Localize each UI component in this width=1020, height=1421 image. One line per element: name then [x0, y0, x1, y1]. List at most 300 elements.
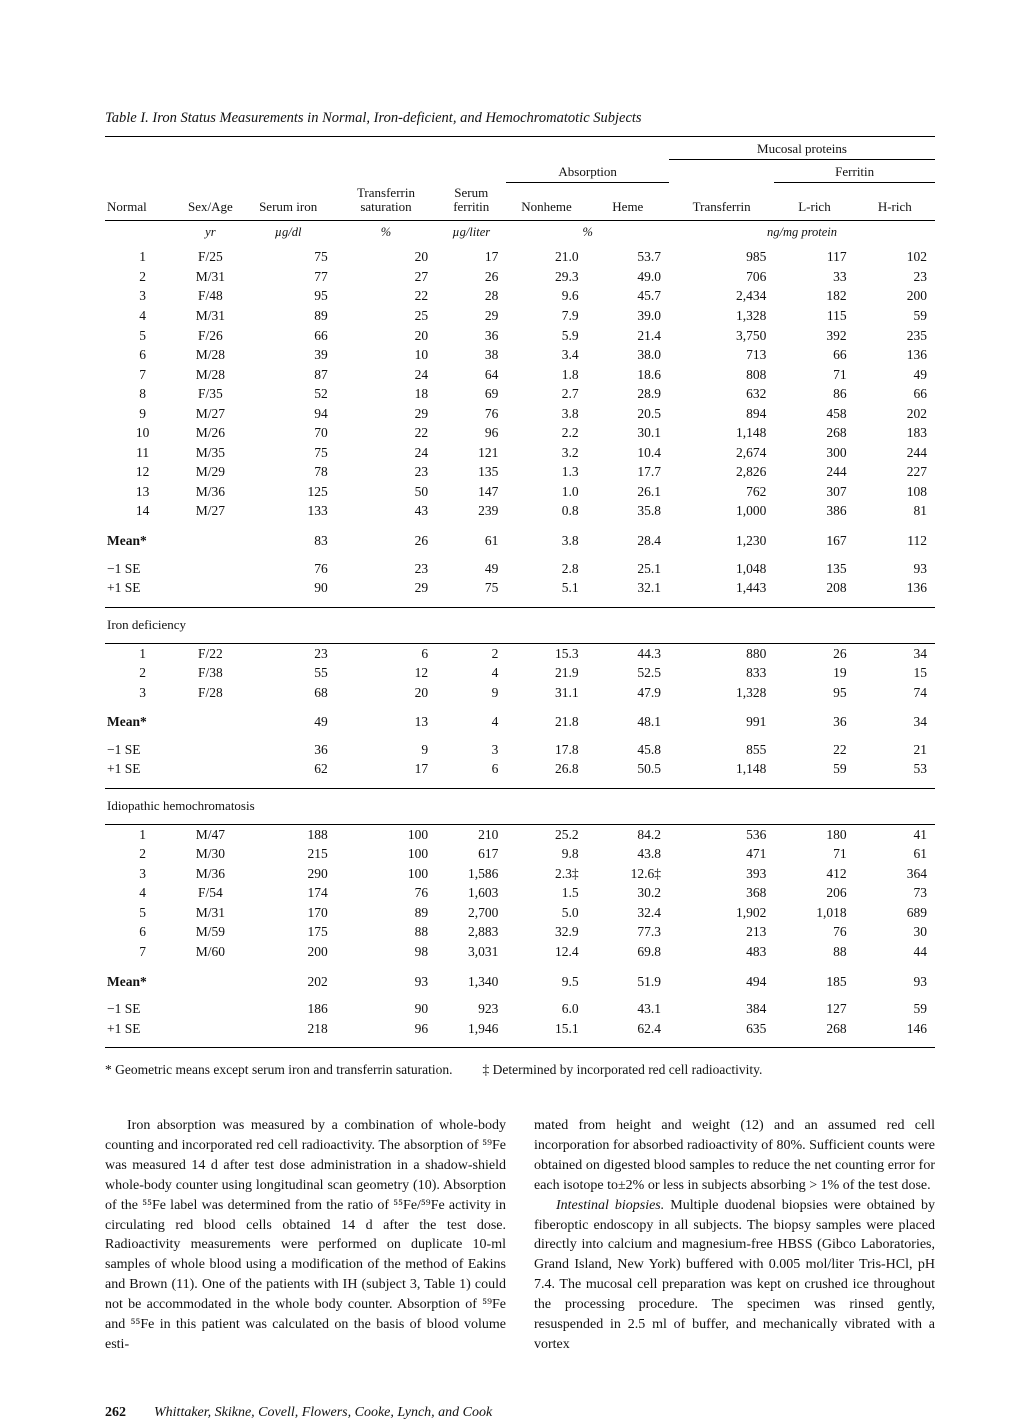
table-row [105, 551, 935, 579]
table-cell: 12.6‡ [630, 865, 661, 881]
body-text-right-column [534, 1116, 935, 1355]
table-cell: 471 [746, 846, 767, 862]
table-cell: 13 [414, 714, 429, 730]
paragraph-intestinal-biopsies [534, 1196, 935, 1355]
table-cell: M/36 [195, 865, 225, 881]
table-cell [180, 732, 240, 760]
table-cell: 689 [906, 904, 927, 920]
table-cell: 15 [913, 665, 927, 681]
table-row [105, 267, 935, 287]
table-cell: 36 [314, 741, 328, 757]
table-cell: 48.1 [637, 714, 661, 730]
table-cell: 136 [906, 347, 927, 363]
table-cell: +1 SE [107, 1020, 141, 1036]
table-cell: 808 [746, 366, 767, 382]
table-cell: 39.0 [637, 308, 661, 324]
table-cell: 95 [314, 288, 328, 304]
table-cell: −1 SE [107, 560, 141, 576]
table-cell: 100 [407, 865, 429, 881]
table-cell: 1.3 [561, 464, 579, 480]
table-cell: M/36 [195, 483, 225, 499]
table-cell: 66 [314, 327, 328, 343]
table-row [105, 521, 935, 551]
table-cell: 3.2 [561, 444, 579, 460]
table-cell: M/31 [195, 268, 225, 284]
table-cell: F/26 [197, 327, 223, 343]
column-header-normal: Normal [105, 183, 180, 221]
table-cell: 127 [826, 1001, 847, 1017]
section-label-row [105, 788, 935, 824]
column-header-transferrin-saturation: Transferrin saturation [336, 183, 436, 221]
table-cell: 17 [414, 761, 429, 777]
table-bottom-rule [105, 1048, 935, 1049]
column-header-serum-iron: Serum iron [240, 183, 335, 221]
table-cell: 894 [746, 405, 767, 421]
table-cell: 43 [414, 503, 429, 519]
table-cell: 1,586 [468, 865, 499, 881]
table-cell [180, 962, 240, 992]
table-cell: 188 [307, 826, 328, 842]
table-cell: 61 [484, 533, 499, 549]
table-cell: 6 [491, 761, 499, 777]
table-cell: 12.4 [555, 944, 579, 960]
table-cell: 2.2 [561, 425, 579, 441]
table-cell: 1.5 [561, 885, 579, 901]
column-header-sex-age: Sex/Age [180, 183, 240, 221]
table-cell: 206 [826, 885, 847, 901]
column-header-transferrin: Transferrin [669, 183, 774, 221]
table-cell: 7.9 [561, 308, 579, 324]
table-cell: 2.8 [561, 560, 579, 576]
table-cell: 5.9 [561, 327, 579, 343]
table-cell: 88 [414, 924, 429, 940]
table-cell: 12 [414, 665, 429, 681]
table-cell: 9.5 [561, 973, 579, 989]
table-cell: 21 [913, 741, 927, 757]
table-cell: 117 [826, 249, 847, 265]
table-cell: 64 [484, 366, 499, 382]
table-cell: 39 [314, 347, 328, 363]
table-cell: 1,328 [735, 684, 767, 700]
table-cell: 2,674 [735, 444, 767, 460]
table-cell: 14 [135, 503, 150, 519]
table-cell: 62 [314, 761, 328, 777]
table-cell: 68 [314, 684, 328, 700]
table-cell: 76 [414, 885, 429, 901]
table-cell: Mean* [107, 973, 147, 989]
table-row [105, 345, 935, 365]
table-cell: 2 [139, 268, 146, 284]
table-cell: 483 [746, 944, 767, 960]
section-label: Iron deficiency [105, 607, 935, 643]
table-cell: 10.4 [637, 444, 661, 460]
table-cell: M/28 [195, 347, 225, 363]
table-cell: −1 SE [107, 1001, 141, 1017]
table-cell: 185 [826, 973, 847, 989]
table-cell: 412 [826, 865, 847, 881]
table-cell: 186 [307, 1001, 328, 1017]
table-cell: 536 [746, 826, 767, 842]
table-cell: 32.9 [555, 924, 579, 940]
table-cell: +1 SE [107, 580, 141, 596]
paragraph-continuation: mated from height and weight (12) and an assumed red cell incorporation for absorbed radioactivity of 80%. Sufficient counts were obtained on digested blood samples to reduce the net counting error for each isotope to±2% or less in subjects absorbing > 1% of the test dose. [534, 1118, 935, 1193]
table-cell: 10 [414, 347, 429, 363]
table-row [105, 883, 935, 903]
table-cell: 1,230 [735, 533, 767, 549]
unit-saturation: % [380, 225, 392, 240]
table-cell: 1.8 [561, 366, 579, 382]
table-cell [180, 551, 240, 579]
table-cell: 24 [414, 444, 429, 460]
table-cell: 5 [139, 327, 146, 343]
table-cell: 25.1 [637, 560, 661, 576]
table-cell: 1,603 [468, 885, 499, 901]
table-cell: 200 [906, 288, 927, 304]
table-cell: 368 [746, 885, 767, 901]
table-cell: 89 [314, 308, 328, 324]
table-cell: 12 [135, 464, 150, 480]
table-row [105, 286, 935, 306]
table-row [105, 922, 935, 942]
table-cell: 2.7 [561, 386, 579, 402]
footnote-radioactivity: ‡ Determined by incorporated red cell radioactivity. [482, 1062, 763, 1078]
table-row [105, 824, 935, 844]
table-cell: F/28 [197, 684, 223, 700]
table-cell: 147 [478, 483, 499, 499]
table-cell: −1 SE [107, 741, 141, 757]
table-cell: 208 [826, 580, 847, 596]
table-cell: 35.8 [637, 503, 661, 519]
table-cell: 86 [833, 386, 847, 402]
table-cell: 210 [478, 826, 499, 842]
table-cell: 1 [139, 645, 146, 661]
table-cell: 71 [833, 846, 847, 862]
table-cell: 1 [139, 249, 146, 265]
column-header-row [105, 183, 935, 221]
table-row [105, 326, 935, 346]
group-header-row-2 [105, 160, 935, 183]
table-cell: 26.8 [555, 761, 579, 777]
table-cell: 20 [414, 684, 429, 700]
table-cell: 5.0 [561, 904, 579, 920]
table-cell: 20 [414, 327, 429, 343]
table-cell: 1,018 [816, 904, 847, 920]
table-cell: 307 [826, 483, 847, 499]
table-cell: 300 [826, 444, 847, 460]
table-cell: 9 [139, 405, 146, 421]
table-cell: 115 [826, 308, 847, 324]
column-group-absorption: Absorption [506, 160, 669, 183]
table-cell: 25.2 [555, 826, 579, 842]
table-cell: F/22 [197, 645, 223, 661]
table-cell: 393 [746, 865, 767, 881]
table-row [105, 962, 935, 992]
table-cell: 76 [484, 405, 499, 421]
table-row [105, 501, 935, 521]
table-cell: 87 [314, 366, 328, 382]
page-number: 262 [105, 1404, 126, 1420]
table-cell: 21.9 [555, 665, 579, 681]
table-cell: 69 [484, 386, 499, 402]
table-cell: 1.0 [561, 483, 579, 499]
table-cell: 43.8 [637, 846, 661, 862]
table-cell: 7 [139, 366, 146, 382]
paragraph-intestinal-text: Multiple duodenal biopsies were obtained by fiberoptic endoscopy in all subjects. The biopsy samples were placed directly into calcium and magnesium-free HBSS (Gibco Laboratories, Grand Island, New York) buffered with 0.005 mol/liter Tris-HCl, pH 7.4. The mucosal cell preparation was kept on crushed ice throughout the processing procedure. The specimen was rinsed gently, resuspended in 2.5 ml of buffer, and mechanically vibrated with a vortex [534, 1197, 935, 1352]
table-cell: 36 [484, 327, 499, 343]
table-cell: 244 [906, 444, 927, 460]
table-cell: 90 [314, 580, 328, 596]
table-cell: 2 [139, 665, 146, 681]
table-cell: M/47 [195, 826, 225, 842]
table-cell: 74 [913, 684, 927, 700]
table-cell: M/29 [195, 464, 225, 480]
table-cell: 290 [307, 865, 328, 881]
table-cell: M/35 [195, 444, 225, 460]
table-cell: 3 [139, 288, 146, 304]
table-cell: 96 [484, 425, 499, 441]
table-cell: F/54 [197, 885, 223, 901]
table-cell: 88 [833, 944, 847, 960]
group-header-row-1 [105, 137, 935, 160]
table-cell: 59 [913, 1001, 927, 1017]
table-cell: 26.1 [637, 483, 661, 499]
table-row [105, 365, 935, 385]
table-cell: 9 [421, 741, 429, 757]
table-cell: 1,148 [735, 425, 767, 441]
table-cell: 833 [746, 665, 767, 681]
table-cell [180, 991, 240, 1019]
table-row [105, 404, 935, 424]
table-cell: 62.4 [637, 1020, 661, 1036]
table-cell: 22 [833, 741, 847, 757]
table-cell: 6 [139, 347, 146, 363]
table-cell: 96 [414, 1020, 429, 1036]
table-cell: 5 [139, 904, 146, 920]
table-cell: 19 [833, 665, 847, 681]
table-cell: M/27 [195, 405, 225, 421]
table-cell [180, 578, 240, 607]
table-cell: 17.8 [555, 741, 579, 757]
table-cell: 364 [906, 865, 927, 881]
body-text [105, 1116, 935, 1355]
table-cell: 36 [833, 714, 847, 730]
table-cell: 2,883 [468, 924, 499, 940]
table-cell: 29.3 [555, 268, 579, 284]
column-group-ferritin: Ferritin [774, 160, 935, 183]
table-cell: M/60 [195, 944, 225, 960]
table-cell: 458 [826, 405, 847, 421]
table-cell: 384 [746, 1001, 767, 1017]
table-cell: 43.1 [637, 1001, 661, 1017]
table-cell: 268 [826, 1020, 847, 1036]
table-cell: 632 [746, 386, 767, 402]
table-cell: 6 [139, 924, 146, 940]
paragraph-iron-absorption: Iron absorption was measured by a combination of whole-body counting and incorporated red cell radioactivity. The absorption of ⁵⁹Fe was measured 14 d after test dose administration in a shadow-shield whole-body counter using longitudinal scan geometry (10). Absorption of the ⁵⁵Fe label was determined from the ratio of ⁵⁵Fe/⁵⁹Fe activity in circulating red blood cells obtained 14 d after the test dose. Radioactivity measurements were performed on duplicate 10-ml samples of whole blood using a modification of the method of Eakins and Brown (11). One of the patients with IH (subject 3, Table 1) could not be accommodated in the whole body counter. Absorption of ⁵⁹Fe and ⁵⁵Fe in this patient was calculated on the basis of blood volume esti- [105, 1118, 506, 1352]
table-cell: 76 [833, 924, 847, 940]
table-cell: 93 [414, 973, 429, 989]
units-row [105, 221, 935, 248]
table-cell: 38 [484, 347, 499, 363]
table-cell: 26 [484, 268, 499, 284]
iron-status-table [105, 136, 935, 1048]
table-cell: 10 [135, 425, 150, 441]
table-row [105, 903, 935, 923]
table-cell: 8 [139, 386, 146, 402]
table-cell: 89 [414, 904, 429, 920]
table-cell: 183 [906, 425, 927, 441]
table-cell: 29 [414, 580, 429, 596]
table-cell: 22 [414, 425, 429, 441]
table-cell: 53 [913, 761, 927, 777]
table-cell: 102 [906, 249, 927, 265]
table-row [105, 732, 935, 760]
table-cell [180, 521, 240, 551]
table-cell: Mean* [107, 714, 147, 730]
table-cell: 27 [414, 268, 429, 284]
unit-age: yr [205, 225, 216, 240]
table-cell: 17.7 [637, 464, 661, 480]
table-cell: 121 [478, 444, 499, 460]
table-cell: 1,000 [735, 503, 767, 519]
table-cell: 146 [906, 1020, 927, 1036]
table-row [105, 942, 935, 962]
table-cell: 53.7 [637, 249, 661, 265]
table-cell: F/48 [197, 288, 223, 304]
column-header-heme: Heme [587, 183, 669, 221]
table-cell: 71 [833, 366, 847, 382]
table-cell: 1,048 [735, 560, 767, 576]
table-cell: 45.8 [637, 741, 661, 757]
table-cell: 49 [484, 560, 499, 576]
table-cell: 75 [314, 249, 328, 265]
table-cell: 49.0 [637, 268, 661, 284]
table-cell: 22 [414, 288, 429, 304]
table-cell: 7 [139, 944, 146, 960]
table-cell: 2.3‡ [555, 865, 579, 881]
table-cell: 0.8 [561, 503, 579, 519]
table-cell: 29 [414, 405, 429, 421]
table-row [105, 991, 935, 1019]
table-cell: 3.8 [561, 405, 579, 421]
table-cell: 9.8 [561, 846, 579, 862]
table-cell: 2 [139, 846, 146, 862]
table-cell: 2,700 [468, 904, 499, 920]
table-row [105, 384, 935, 404]
table-cell: F/35 [197, 386, 223, 402]
table-cell: 23 [414, 464, 429, 480]
table-cell: 174 [307, 885, 328, 901]
table-cell: 18 [414, 386, 429, 402]
table-cell: 100 [407, 826, 429, 842]
table-cell: 1,340 [468, 973, 499, 989]
table-cell: 69.8 [637, 944, 661, 960]
table-cell: 76 [314, 560, 328, 576]
unit-absorption: % [582, 225, 593, 240]
table-cell: 762 [746, 483, 767, 499]
table-cell: 32.1 [637, 580, 661, 596]
table-cell: F/25 [197, 249, 223, 265]
table-cell: 52.5 [637, 665, 661, 681]
table-cell: 31.1 [555, 684, 579, 700]
table-cell: 20.5 [637, 405, 661, 421]
table-cell: 49 [913, 366, 927, 382]
table-cell: 213 [746, 924, 767, 940]
table-cell: 4 [139, 308, 146, 324]
table-cell: 6 [421, 645, 429, 661]
table-cell: 112 [907, 533, 927, 549]
table-cell [180, 702, 240, 732]
table-cell: 84.2 [637, 826, 661, 842]
table-cell: 244 [826, 464, 847, 480]
table-cell: 2,434 [735, 288, 767, 304]
table-cell: 855 [746, 741, 767, 757]
table-row [105, 844, 935, 864]
table-row [105, 306, 935, 326]
table-cell: 28.4 [637, 533, 661, 549]
table-cell: 77.3 [637, 924, 661, 940]
table-cell: 133 [307, 503, 328, 519]
table-cell: M/31 [195, 904, 225, 920]
table-cell: 9 [491, 684, 499, 700]
table-cell: 713 [746, 347, 767, 363]
table-row [105, 683, 935, 703]
table-cell: 50 [414, 483, 429, 499]
table-cell: 98 [414, 944, 429, 960]
table-row [105, 663, 935, 683]
table-cell: 3.8 [561, 533, 579, 549]
table-cell: 202 [307, 973, 328, 989]
table-cell: 51.9 [637, 973, 661, 989]
table-cell: 30.1 [637, 425, 661, 441]
table-cell: M/26 [195, 425, 225, 441]
table-cell: 61 [913, 846, 927, 862]
unit-serum-iron: µg/dl [274, 225, 302, 240]
table-cell: 13 [135, 483, 150, 499]
table-cell: 1,946 [468, 1020, 499, 1036]
table-cell: 25 [414, 308, 429, 324]
table-cell: 30 [913, 924, 927, 940]
table-cell: 21.8 [555, 714, 579, 730]
table-footnote [105, 1062, 935, 1078]
table-row [105, 443, 935, 463]
table-cell: M/31 [195, 308, 225, 324]
table-cell: 49 [314, 714, 328, 730]
table-cell: 70 [314, 425, 328, 441]
footnote-geometric-means: * Geometric means except serum iron and transferrin saturation. [105, 1062, 453, 1078]
column-header-h-rich: H-rich [855, 183, 935, 221]
table-cell: 2 [491, 645, 499, 661]
table-cell: 175 [307, 924, 328, 940]
table-cell: 135 [478, 464, 499, 480]
table-cell: 991 [746, 714, 767, 730]
table-cell: 81 [913, 503, 927, 519]
table-cell: 18.6 [637, 366, 661, 382]
table-cell: 75 [484, 580, 499, 596]
table-cell: 26 [414, 533, 429, 549]
table-cell: 1 [139, 826, 146, 842]
table-cell: 635 [746, 1020, 767, 1036]
table-cell: 23 [414, 560, 429, 576]
table-cell: 73 [913, 885, 927, 901]
table-cell: 94 [314, 405, 328, 421]
table-cell: 59 [913, 308, 927, 324]
table-cell: 1,148 [735, 761, 767, 777]
table-cell: 3 [139, 865, 146, 881]
table-cell: 9.6 [561, 288, 579, 304]
table-cell: 29 [484, 308, 499, 324]
table-cell: 15.1 [555, 1020, 579, 1036]
table-cell: 21.4 [637, 327, 661, 343]
